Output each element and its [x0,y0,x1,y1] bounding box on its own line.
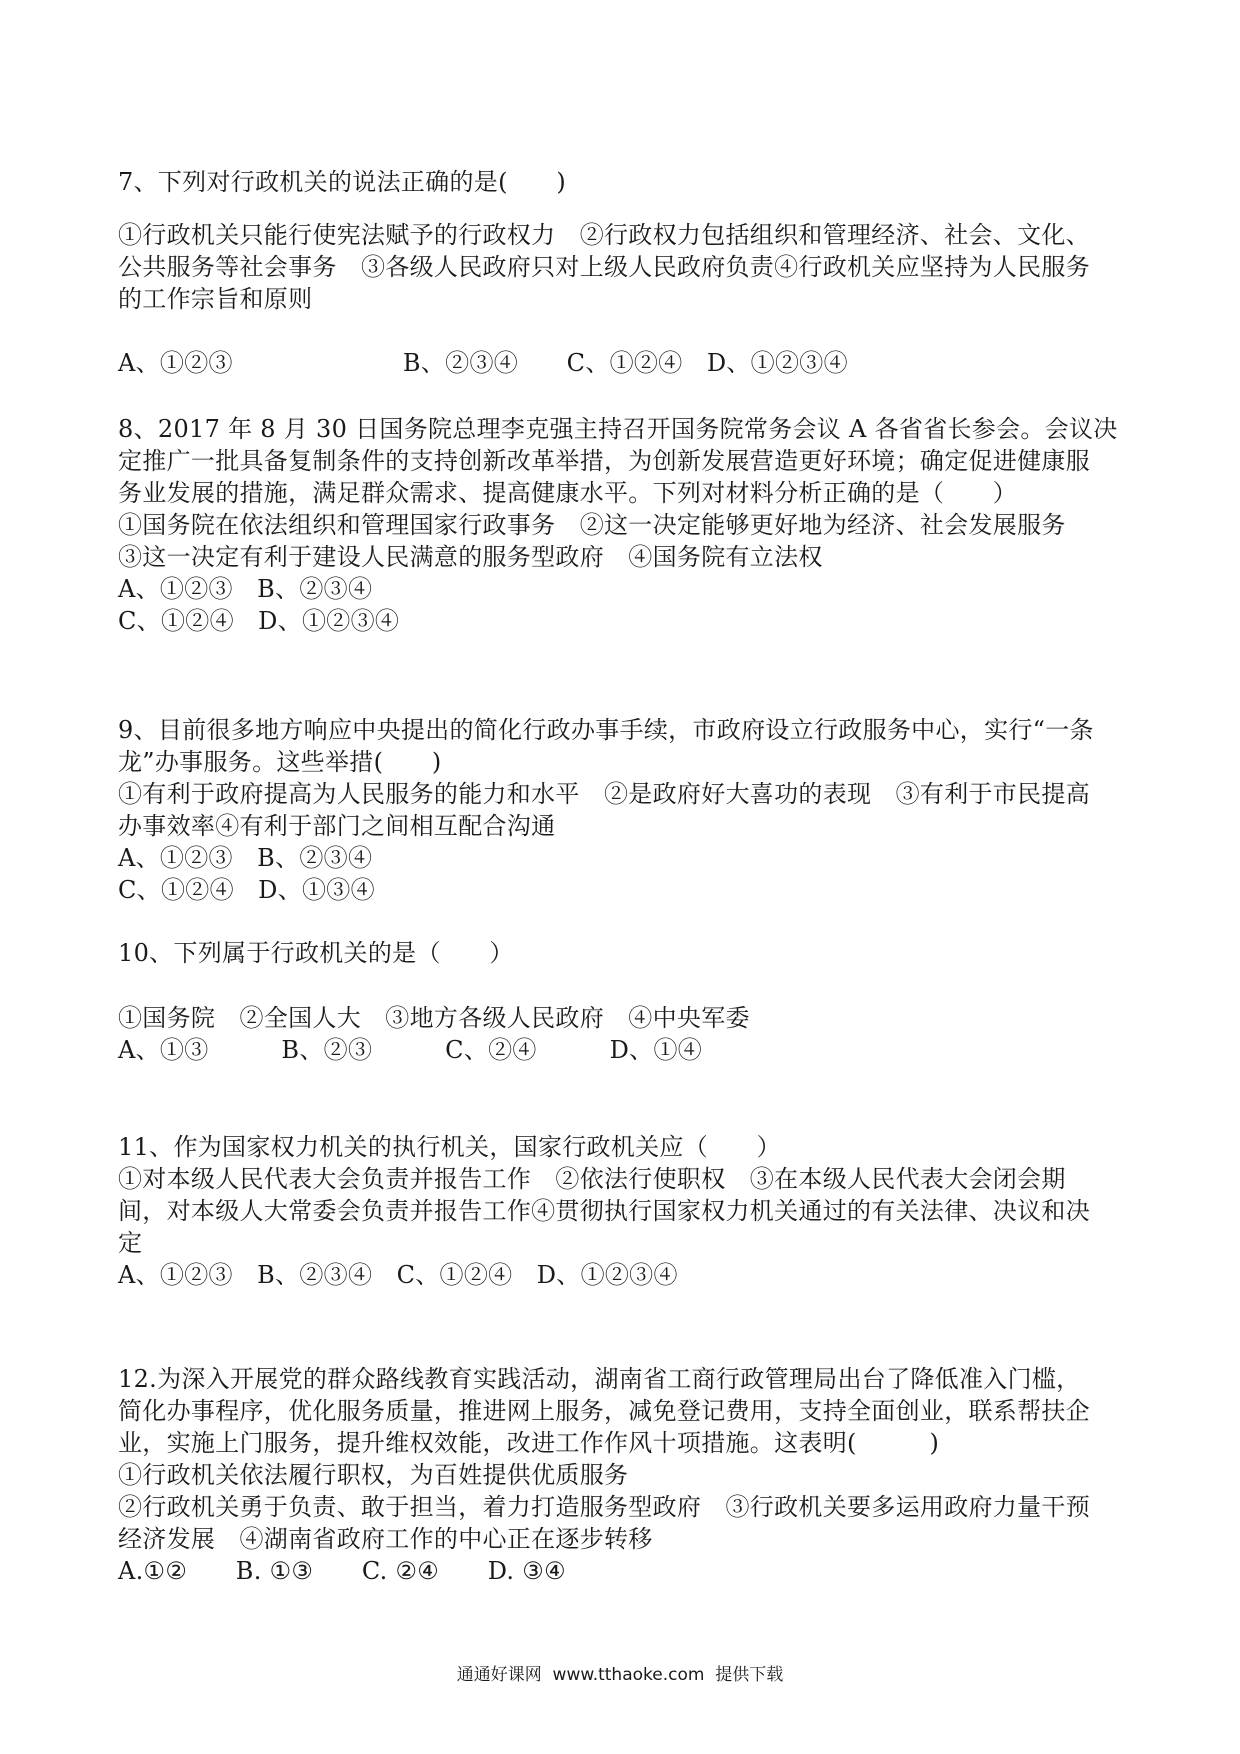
question-7-statement-line: 的工作宗旨和原则 [118,285,313,313]
question-12-statement-line: ①行政机关依法履行职权，为百姓提供优质服务 [118,1461,629,1489]
question-7-statement-line: 公共服务等社会事务 ③各级人民政府只对上级人民政府负责④行政机关应坚持为人民服务 [118,253,1090,281]
question-12-stem: 简化办事程序，优化服务质量，推进网上服务，减免登记费用，支持全面创业，联系帮扶企 [118,1397,1090,1425]
question-8-stem: 定推广一批具备复制条件的支持创新改革举措，为创新发展营造更好环境；确定促进健康服 [118,447,1090,475]
question-7-options: A、①②③ B、②③④ C、①②④ D、①②③④ [118,349,848,377]
question-8-options: C、①②④ D、①②③④ [118,607,400,635]
question-12-statement-line: ②行政机关勇于负责、敢于担当，着力打造服务型政府 ③行政机关要多运用政府力量干预 [118,1493,1090,1521]
question-11-statement-line: 定 [118,1229,143,1257]
question-11-statement-line: ①对本级人民代表大会负责并报告工作 ②依法行使职权 ③在本级人民代表大会闭会期 [118,1165,1066,1193]
question-11-options: A、①②③ B、②③④ C、①②④ D、①②③④ [118,1261,678,1289]
question-7-statement-line: ①行政机关只能行使宪法赋予的行政权力 ②行政权力包括组织和管理经济、社会、文化、 [118,221,1090,249]
question-10-options: A、①③ B、②③ C、②④ D、①④ [118,1036,703,1064]
question-12-stem: 12.为深入开展党的群众路线教育实践活动，湖南省工商行政管理局出台了降低准入门槛， [118,1365,1081,1393]
question-9-statement-line: 办事效率④有利于部门之间相互配合沟通 [118,812,556,840]
question-8-stem: 8、2017 年 8 月 30 日国务院总理李克强主持召开国务院常务会议 A 各省省长参会。会议决 [118,415,1118,443]
question-12-stem: 业，实施上门服务，提升维权效能，改进工作作风十项措施。这表明( ) [118,1429,940,1457]
page-footer: 通通好课网 www.tthaoke.com 提供下载 [456,1665,784,1685]
question-8-stem: 务业发展的措施，满足群众需求、提高健康水平。下列对材料分析正确的是（ ） [118,479,1018,507]
question-8-options: A、①②③ B、②③④ [118,575,373,603]
question-11-stem: 11、作为国家权力机关的执行机关，国家行政机关应（ ） [118,1133,781,1161]
question-10-stem: 10、下列属于行政机关的是（ ） [118,939,514,967]
question-9-stem: 龙”办事服务。这些举措( ) [118,748,442,776]
question-12-options: A.①② B. ①③ C. ②④ D. ③④ [118,1557,566,1585]
question-8-statement-line: ③这一决定有利于建设人民满意的服务型政府 ④国务院有立法权 [118,543,823,571]
question-9-options: A、①②③ B、②③④ [118,844,373,872]
question-7-stem: 7、下列对行政机关的说法正确的是( ) [118,168,566,196]
question-10-statement-line: ①国务院 ②全国人大 ③地方各级人民政府 ④中央军委 [118,1004,750,1032]
question-12-statement-line: 经济发展 ④湖南省政府工作的中心正在逐步转移 [118,1525,653,1553]
question-9-options: C、①②④ D、①③④ [118,876,375,904]
question-8-statement-line: ①国务院在依法组织和管理国家行政事务 ②这一决定能够更好地为经济、社会发展服务 [118,511,1066,539]
question-11-statement-line: 间，对本级人大常委会负责并报告工作④贯彻执行国家权力机关通过的有关法律、决议和决 [118,1197,1090,1225]
question-9-stem: 9、目前很多地方响应中央提出的简化行政办事手续，市政府设立行政服务中心，实行“一条 [118,716,1094,744]
question-9-statement-line: ①有利于政府提高为人民服务的能力和水平 ②是政府好大喜功的表现 ③有利于市民提高 [118,780,1090,808]
